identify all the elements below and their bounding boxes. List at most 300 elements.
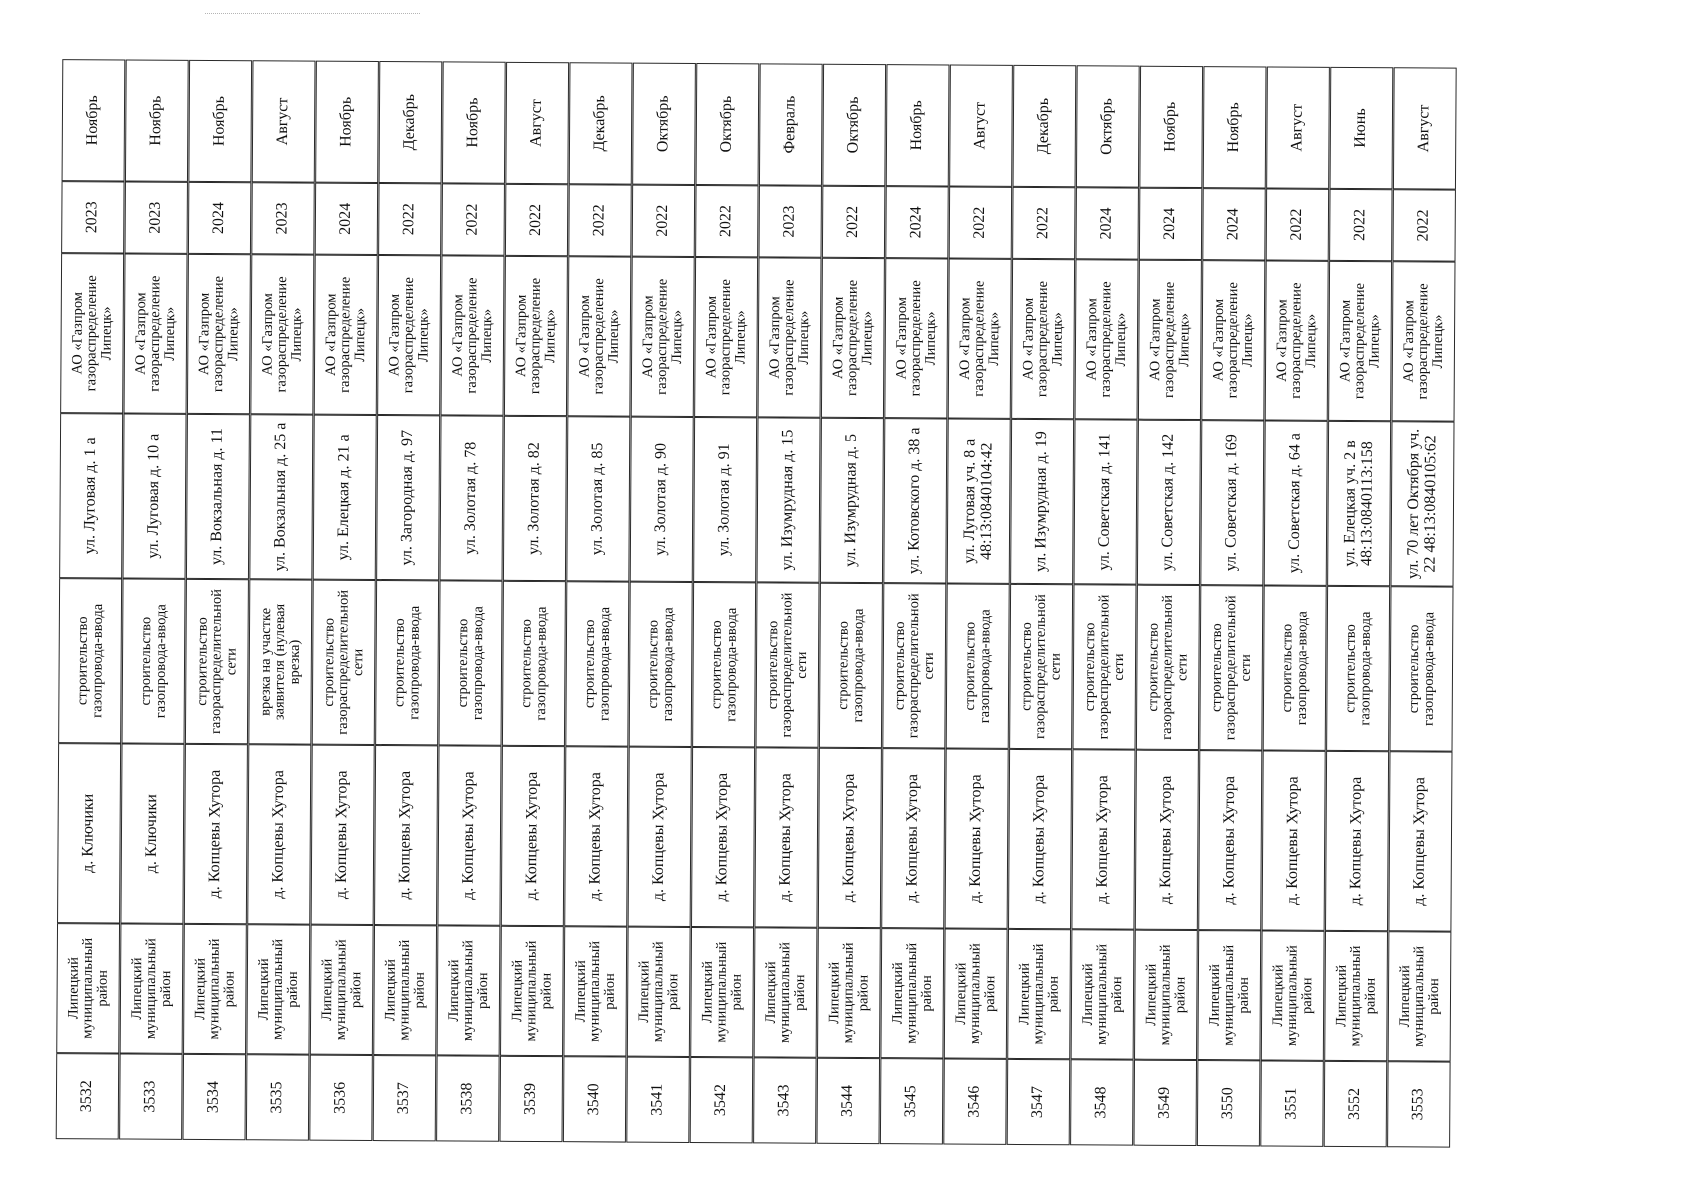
month-text: Ноябрь bbox=[210, 95, 229, 147]
cell-org bbox=[124, 253, 188, 413]
cell-org bbox=[1328, 261, 1392, 421]
cell-org bbox=[1011, 259, 1075, 419]
org-text: АО «Газпром газораспределение Липецк» bbox=[385, 277, 432, 394]
cell-num bbox=[309, 1055, 373, 1141]
cell-year bbox=[1392, 189, 1456, 261]
district-text: Липецкий муниципальный район bbox=[762, 942, 809, 1044]
address-text: ул. Вокзальная д. 11 bbox=[208, 428, 227, 566]
settlement-text: д. Ключики bbox=[143, 794, 161, 874]
month-text: Ноябрь bbox=[908, 100, 926, 151]
cell-district bbox=[1007, 929, 1071, 1059]
cell-org bbox=[631, 257, 695, 417]
settlement-text: д. Копцевы Хутора bbox=[840, 773, 859, 903]
district-text: Липецкий муниципальный район bbox=[1396, 945, 1443, 1047]
cell-address bbox=[313, 415, 377, 580]
settlement-text: д. Ключики bbox=[79, 793, 98, 873]
num-text: 3533 bbox=[141, 1080, 159, 1113]
cell-work bbox=[122, 578, 186, 743]
org-text: АО «Газпром газораспределение Липецк» bbox=[639, 278, 686, 395]
settlement-text: д. Копцевы Хутора bbox=[1347, 776, 1366, 906]
district-text: Липецкий муниципальный район bbox=[445, 940, 492, 1042]
cell-settlement bbox=[628, 747, 692, 927]
cell-work bbox=[185, 579, 249, 744]
work-text: строительство газопровода-ввода bbox=[391, 605, 423, 720]
month-text: Декабрь bbox=[1035, 97, 1053, 155]
district-text: Липецкий муниципальный район bbox=[698, 941, 745, 1043]
num-text: 3551 bbox=[1282, 1087, 1300, 1120]
address-text: ул. Изумрудная д. 19 bbox=[1032, 431, 1051, 573]
cell-district bbox=[1261, 930, 1325, 1060]
num-text: 3534 bbox=[204, 1080, 223, 1114]
work-text: строительство газораспределительной сети bbox=[320, 589, 367, 735]
cell-address bbox=[630, 417, 694, 582]
cell-district bbox=[1324, 931, 1388, 1061]
num-text: 3538 bbox=[458, 1082, 476, 1115]
cell-district bbox=[56, 923, 120, 1053]
work-text: врезка на участке заявителя (нулевая врезка) bbox=[257, 603, 304, 721]
table-row bbox=[247, 59, 317, 1139]
address-text: ул. Советская д. 64 а bbox=[1286, 433, 1304, 574]
address-text: ул. Золотая д. 91 bbox=[715, 443, 734, 557]
cell-year bbox=[505, 184, 569, 256]
table-row bbox=[564, 61, 634, 1141]
cell-district bbox=[1197, 930, 1261, 1060]
cell-district bbox=[627, 927, 691, 1057]
cell-year bbox=[949, 187, 1013, 259]
month-text: Июнь bbox=[1352, 108, 1370, 148]
year-text: 2022 bbox=[654, 204, 672, 237]
settlement-text: д. Копцевы Хутора bbox=[206, 769, 225, 899]
cell-work bbox=[1009, 584, 1073, 749]
table-row bbox=[818, 63, 888, 1143]
num-text: 3536 bbox=[331, 1081, 349, 1114]
cell-num bbox=[690, 1057, 754, 1143]
table-row bbox=[1325, 66, 1395, 1146]
address-text: ул. Вокзальная д. 25 а bbox=[271, 422, 290, 572]
year-text: 2022 bbox=[1288, 208, 1306, 241]
address-text: ул. Советская д. 141 bbox=[1095, 433, 1114, 571]
year-text: 2023 bbox=[83, 201, 101, 234]
cell-num bbox=[373, 1055, 437, 1141]
work-text: строительство газопровода-ввода bbox=[74, 603, 106, 718]
year-text: 2024 bbox=[210, 202, 228, 235]
cell-month bbox=[1330, 67, 1394, 189]
settlement-text: д. Копцевы Хутора bbox=[713, 772, 732, 902]
month-text: Август bbox=[527, 99, 546, 147]
month-text: Декабрь bbox=[591, 95, 609, 152]
year-text: 2022 bbox=[971, 206, 989, 239]
month-text: Ноябрь bbox=[147, 95, 165, 146]
month-text: Август bbox=[1415, 104, 1433, 153]
cell-month bbox=[632, 63, 696, 185]
address-text: ул. Луговая д. 10 а bbox=[144, 433, 163, 559]
work-text: строительство газопровода-ввода bbox=[454, 606, 487, 721]
month-text: Октябрь bbox=[1098, 98, 1116, 155]
num-text: 3540 bbox=[585, 1083, 603, 1116]
cell-work bbox=[692, 582, 756, 747]
cell-org bbox=[758, 257, 822, 417]
table-row bbox=[881, 63, 951, 1143]
year-text: 2024 bbox=[337, 202, 355, 235]
district-text: Липецкий муниципальный район bbox=[381, 939, 428, 1041]
month-text: Август bbox=[274, 97, 292, 146]
num-text: 3541 bbox=[648, 1083, 666, 1116]
table-row bbox=[1198, 65, 1268, 1145]
district-text: Липецкий муниципальный район bbox=[128, 938, 175, 1040]
cell-district bbox=[437, 925, 501, 1055]
cell-year bbox=[251, 182, 315, 254]
year-text: 2022 bbox=[1034, 207, 1052, 240]
org-text: АО «Газпром газораспределение Липецк» bbox=[68, 275, 115, 392]
cell-settlement bbox=[945, 749, 1009, 929]
cell-settlement bbox=[247, 744, 311, 924]
cell-month bbox=[125, 59, 189, 181]
cell-month bbox=[505, 62, 569, 184]
address-text: ул. Золотая д. 85 bbox=[588, 442, 607, 556]
month-text: Ноябрь bbox=[84, 95, 102, 146]
work-text: строительство газораспределительной сети bbox=[193, 589, 240, 735]
cell-org bbox=[187, 254, 251, 414]
cell-month bbox=[822, 64, 886, 186]
cell-address bbox=[59, 413, 123, 578]
num-text: 3535 bbox=[268, 1081, 286, 1114]
address-text: ул. Золотая д. 90 bbox=[652, 442, 670, 556]
cell-org bbox=[504, 256, 568, 416]
cell-district bbox=[563, 926, 627, 1056]
cell-settlement bbox=[1071, 749, 1135, 929]
work-text: строительство газопровода-ввода bbox=[518, 606, 550, 721]
district-text: Липецкий муниципальный район bbox=[952, 943, 999, 1045]
address-text: ул. Загородная д. 97 bbox=[398, 429, 417, 566]
address-text: ул. Елецкая д. 21 а bbox=[335, 434, 353, 561]
district-text: Липецкий муниципальный район bbox=[1142, 944, 1189, 1046]
table-row bbox=[1261, 65, 1331, 1145]
year-text: 2024 bbox=[907, 206, 925, 239]
table-row bbox=[1134, 65, 1204, 1145]
num-text: 3539 bbox=[521, 1082, 540, 1116]
year-text: 2024 bbox=[1224, 208, 1242, 241]
cell-year bbox=[1139, 188, 1203, 260]
work-text: строительство газораспределительной сети bbox=[1208, 595, 1254, 741]
org-text: АО «Газпром газораспределение Липецк» bbox=[1210, 282, 1257, 399]
cell-work bbox=[1199, 585, 1263, 750]
cell-address bbox=[1137, 420, 1201, 585]
cell-work bbox=[1326, 586, 1390, 751]
table-row bbox=[1008, 64, 1078, 1144]
address-text: ул. Елецкая уч. 2 в 48:13:0840113:158 bbox=[1341, 440, 1376, 567]
rotated-registry-table bbox=[57, 58, 1669, 1148]
cell-district bbox=[120, 923, 184, 1053]
cell-year bbox=[378, 183, 442, 255]
table-body bbox=[63, 58, 1668, 1121]
num-text: 3547 bbox=[1029, 1086, 1047, 1119]
cell-year bbox=[1012, 187, 1076, 259]
settlement-text: д. Копцевы Хутора bbox=[1157, 775, 1176, 905]
cell-address bbox=[123, 413, 187, 578]
month-text: Октябрь bbox=[718, 95, 736, 153]
table-row bbox=[374, 60, 444, 1140]
org-text: АО «Газпром газораспределение Липецк» bbox=[322, 276, 369, 393]
cell-year bbox=[61, 181, 125, 253]
cell-address bbox=[1391, 421, 1455, 586]
table-row bbox=[310, 60, 380, 1140]
org-text: АО «Газпром газораспределение Липецк» bbox=[132, 275, 179, 392]
cell-address bbox=[186, 414, 250, 579]
top-rule bbox=[205, 13, 420, 14]
num-text: 3544 bbox=[838, 1084, 857, 1117]
num-text: 3548 bbox=[1092, 1086, 1110, 1119]
work-text: строительство газораспределительной сети bbox=[1017, 594, 1064, 740]
cell-work bbox=[565, 581, 629, 746]
cell-month bbox=[188, 60, 252, 182]
cell-org bbox=[1265, 260, 1329, 420]
cell-work bbox=[1073, 584, 1137, 749]
cell-month bbox=[1393, 67, 1457, 189]
num-text: 3550 bbox=[1219, 1087, 1237, 1120]
table-row bbox=[1071, 64, 1141, 1144]
cell-district bbox=[754, 927, 818, 1057]
num-text: 3545 bbox=[902, 1085, 920, 1118]
settlement-text: д. Копцевы Хутора bbox=[396, 770, 415, 900]
cell-district bbox=[690, 927, 754, 1057]
cell-district bbox=[880, 928, 944, 1058]
cell-num bbox=[1387, 1061, 1451, 1147]
num-text: 3553 bbox=[1409, 1088, 1427, 1121]
district-text: Липецкий муниципальный район bbox=[1332, 945, 1379, 1047]
cell-settlement bbox=[564, 746, 628, 926]
work-text: строительство газопровода-ввода bbox=[1405, 611, 1438, 727]
cell-num bbox=[1070, 1059, 1134, 1145]
year-text: 2022 bbox=[590, 204, 608, 237]
table-row bbox=[120, 58, 190, 1138]
year-text: 2024 bbox=[1161, 207, 1179, 240]
cell-year bbox=[822, 186, 886, 258]
cell-year bbox=[1329, 189, 1393, 261]
cell-num bbox=[246, 1054, 310, 1140]
cell-org bbox=[884, 258, 948, 418]
num-text: 3552 bbox=[1346, 1087, 1364, 1121]
district-text: Липецкий муниципальный район bbox=[191, 938, 238, 1040]
cell-district bbox=[1388, 931, 1452, 1061]
cell-year bbox=[885, 186, 949, 258]
cell-address bbox=[249, 414, 313, 579]
cell-work bbox=[946, 584, 1010, 749]
org-text: АО «Газпром газораспределение Липецк» bbox=[829, 279, 876, 397]
address-text: ул. 70 лет Октября уч. 22 48:13:0840105:62 bbox=[1404, 428, 1440, 580]
work-text: строительство газораспределительной сети bbox=[1144, 594, 1191, 740]
cell-settlement bbox=[1262, 750, 1326, 930]
year-text: 2024 bbox=[1097, 207, 1116, 240]
settlement-text: д. Копцевы Хутора bbox=[586, 772, 605, 901]
cell-month bbox=[252, 60, 316, 182]
cell-district bbox=[310, 925, 374, 1055]
cell-year bbox=[695, 185, 759, 257]
cell-month bbox=[949, 65, 1013, 187]
cell-work bbox=[1263, 585, 1327, 750]
cell-org bbox=[1392, 261, 1456, 421]
settlement-text: д. Копцевы Хутора bbox=[333, 770, 351, 900]
cell-num bbox=[1260, 1060, 1324, 1146]
table-row bbox=[627, 62, 697, 1142]
district-text: Липецкий муниципальный район bbox=[1269, 945, 1316, 1047]
year-text: 2022 bbox=[844, 205, 862, 238]
district-text: Липецкий муниципальный район bbox=[825, 942, 872, 1044]
work-text: строительство газопровода-ввода bbox=[137, 604, 170, 719]
cell-settlement bbox=[120, 743, 184, 923]
address-text: ул. Луговая д. 1 а bbox=[81, 437, 100, 555]
cell-num bbox=[119, 1053, 183, 1139]
cell-settlement bbox=[501, 746, 565, 926]
cell-district bbox=[183, 924, 247, 1054]
cell-address bbox=[757, 417, 821, 582]
address-text: ул. Золотая д. 82 bbox=[525, 442, 544, 555]
cell-month bbox=[886, 64, 950, 186]
num-text: 3549 bbox=[1155, 1086, 1174, 1119]
cell-year bbox=[125, 181, 189, 253]
cell-address bbox=[693, 417, 757, 582]
month-text: Август bbox=[971, 101, 989, 150]
cell-work bbox=[819, 583, 883, 748]
cell-month bbox=[315, 61, 379, 183]
address-text: ул. Изумрудная д. 5 bbox=[842, 433, 861, 567]
year-text: 2022 bbox=[463, 203, 482, 236]
org-text: АО «Газпром газораспределение Липецк» bbox=[956, 280, 1003, 397]
month-text: Август bbox=[1288, 103, 1306, 152]
org-text: АО «Газпром газораспределение Липецк» bbox=[195, 275, 242, 393]
cell-org bbox=[60, 253, 124, 413]
table-row bbox=[437, 60, 507, 1140]
cell-org bbox=[948, 259, 1012, 419]
cell-num bbox=[436, 1055, 500, 1141]
month-text: Октябрь bbox=[654, 95, 672, 153]
cell-settlement bbox=[57, 743, 121, 923]
cell-month bbox=[379, 61, 443, 183]
org-text: АО «Газпром газораспределение Липецк» bbox=[1083, 281, 1130, 398]
cell-num bbox=[1324, 1061, 1388, 1147]
month-text: Ноябрь bbox=[1225, 102, 1243, 153]
address-text: ул. Советская д. 169 bbox=[1222, 434, 1241, 572]
org-text: АО «Газпром газораспределение Липецк» bbox=[1146, 281, 1193, 398]
cell-settlement bbox=[818, 748, 882, 928]
cell-month bbox=[1013, 65, 1077, 187]
cell-address bbox=[947, 419, 1011, 584]
cell-month bbox=[759, 63, 823, 185]
cell-settlement bbox=[691, 747, 755, 927]
cell-num bbox=[943, 1059, 1007, 1145]
district-text: Липецкий муниципальный район bbox=[572, 940, 619, 1042]
district-text: Липецкий муниципальный район bbox=[255, 938, 302, 1040]
work-text: строительство газопровода-ввода bbox=[1342, 611, 1374, 726]
cell-address bbox=[1264, 420, 1328, 585]
org-text: АО «Газпром газораспределение Липецк» bbox=[1019, 281, 1066, 398]
year-text: 2022 bbox=[400, 203, 418, 236]
cell-year bbox=[442, 183, 506, 255]
cell-address bbox=[376, 415, 440, 580]
cell-num bbox=[1007, 1059, 1071, 1145]
cell-num bbox=[1133, 1060, 1197, 1146]
year-text: 2022 bbox=[1351, 208, 1369, 242]
cell-settlement bbox=[1388, 751, 1452, 931]
settlement-text: д. Копцевы Хутора bbox=[903, 773, 922, 903]
cell-settlement bbox=[1198, 750, 1262, 930]
cell-num bbox=[563, 1056, 627, 1142]
cell-year bbox=[632, 185, 696, 257]
work-text: строительство газопровода-ввода bbox=[1278, 611, 1311, 726]
org-text: АО «Газпром газораспределение Липецк» bbox=[1400, 283, 1447, 400]
table-row bbox=[754, 62, 824, 1142]
cell-district bbox=[373, 925, 437, 1055]
settlement-text: д. Копцевы Хутора bbox=[523, 771, 542, 901]
district-text: Липецкий муниципальный район bbox=[318, 939, 365, 1041]
cell-num bbox=[626, 1057, 690, 1143]
cell-num bbox=[816, 1058, 880, 1144]
cell-org bbox=[250, 254, 314, 414]
cell-address bbox=[1010, 419, 1074, 584]
num-text: 3542 bbox=[712, 1084, 730, 1117]
cell-district bbox=[500, 926, 564, 1056]
cell-month bbox=[1266, 66, 1330, 188]
num-text: 3546 bbox=[965, 1085, 983, 1118]
address-text: ул. Котовского д. 38 а bbox=[905, 427, 924, 575]
cell-org bbox=[567, 256, 631, 416]
num-text: 3532 bbox=[78, 1080, 96, 1113]
cell-address bbox=[440, 415, 504, 580]
cell-work bbox=[58, 578, 122, 743]
cell-settlement bbox=[437, 745, 501, 925]
table-row bbox=[184, 59, 254, 1139]
month-text: Февраль bbox=[781, 95, 799, 154]
year-text: 2023 bbox=[146, 201, 165, 234]
cell-month bbox=[62, 59, 126, 181]
cell-settlement bbox=[1325, 751, 1389, 931]
year-text: 2023 bbox=[273, 202, 291, 235]
district-text: Липецкий муниципальный район bbox=[889, 942, 936, 1044]
work-text: строительство газопровода-ввода bbox=[835, 608, 867, 723]
cell-settlement bbox=[311, 745, 375, 925]
cell-address bbox=[566, 416, 630, 581]
cell-month bbox=[1076, 65, 1140, 187]
cell-work bbox=[248, 579, 312, 744]
cell-month bbox=[442, 61, 506, 183]
year-text: 2023 bbox=[780, 205, 799, 238]
cell-work bbox=[629, 582, 693, 747]
cell-month bbox=[1203, 66, 1267, 188]
cell-address bbox=[503, 416, 567, 581]
settlement-text: д. Копцевы Хутора bbox=[1284, 776, 1302, 905]
org-text: АО «Газпром газораспределение Липецк» bbox=[259, 276, 306, 393]
cell-org bbox=[821, 258, 885, 418]
address-text: ул. Золотая д. 78 bbox=[461, 441, 480, 555]
cell-work bbox=[375, 580, 439, 745]
cell-month bbox=[696, 63, 760, 185]
cell-district bbox=[944, 929, 1008, 1059]
cell-year bbox=[759, 185, 823, 257]
settlement-text: д. Копцевы Хутора bbox=[1093, 775, 1112, 904]
cell-month bbox=[569, 62, 633, 184]
settlement-text: д. Копцевы Хутора bbox=[459, 771, 478, 900]
cell-work bbox=[1136, 585, 1200, 750]
num-text: 3537 bbox=[395, 1082, 413, 1115]
district-text: Липецкий муниципальный район bbox=[1079, 943, 1126, 1045]
district-text: Липецкий муниципальный район bbox=[635, 941, 682, 1043]
cell-district bbox=[817, 928, 881, 1058]
cell-settlement bbox=[374, 745, 438, 925]
work-text: строительство газопровода-ввода bbox=[708, 607, 740, 722]
work-text: строительство газораспределительной сети bbox=[764, 592, 811, 738]
cell-org bbox=[694, 257, 758, 417]
cell-settlement bbox=[1135, 750, 1199, 930]
table-row bbox=[57, 58, 127, 1138]
